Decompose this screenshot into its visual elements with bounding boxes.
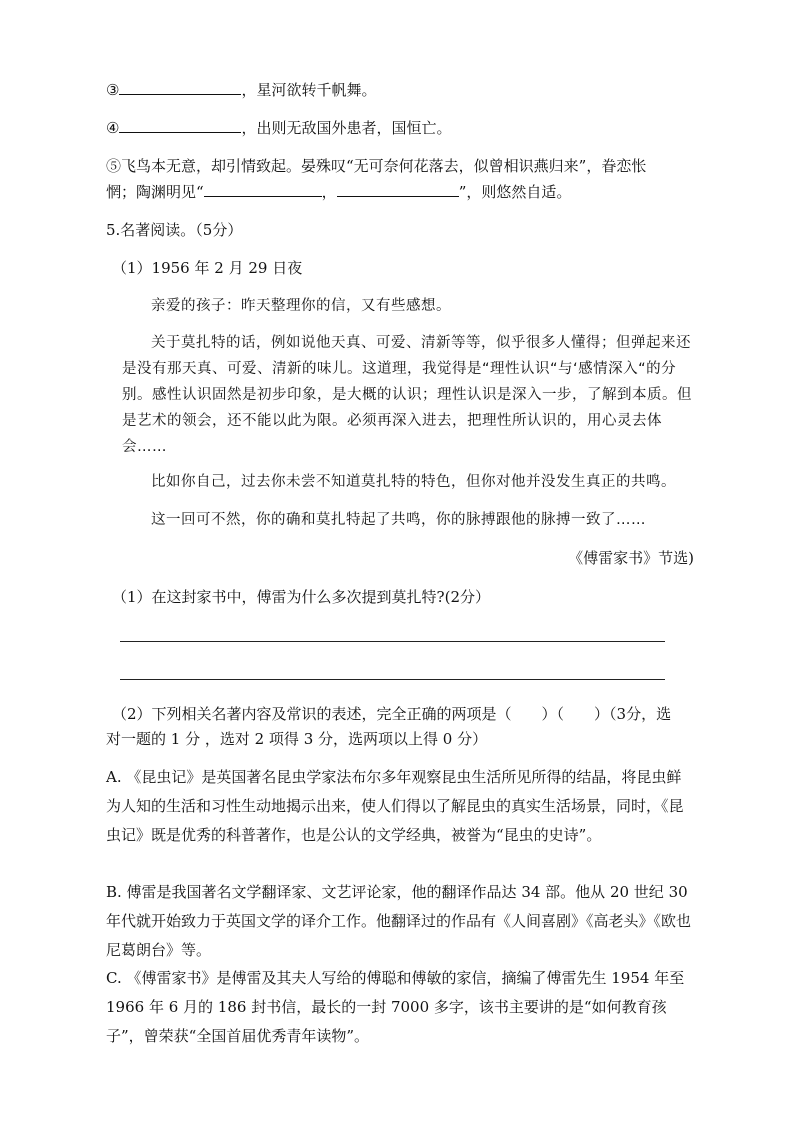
poem-item-3	[106, 80, 696, 100]
subquestion-2-line1: （2）下列相关名著内容及常识的表述，完全正确的两项是（ ）（ ）（3分，选	[112, 705, 672, 723]
poem-item-5-text-start: 惘；陶渊明见“	[106, 183, 204, 201]
fill-blank[interactable]	[119, 80, 241, 95]
option-b: B. 傅雷是我国著名文学翻译家、文艺评论家，他的翻译作品达 34 部。他从 20 世纪 30 年代就开始致力于英国文学的译介工作。他翻译过的作品有《人间喜剧》《高老头》《欧也尼葛朗台》等。	[106, 883, 692, 959]
poem-item-text: ，出则无敌国外患者，国恒亡。	[241, 119, 452, 137]
letter-paragraph-3: 这一回可不然，你的确和莫扎特起了共鸣，你的脉搏跟他的脉搏一致了……	[151, 512, 646, 528]
subquestion-1: （1）在这封家书中，傅雷为什么多次提到莫扎特?(2分）	[112, 588, 490, 606]
poem-item-number: ③	[106, 81, 120, 99]
option-c: C. 《傅雷家书》是傅雷及其夫人写给的傅聪和傅敏的家信，摘编了傅雷先生 1954 年至 1966 年 6 月的 186 封书信，最长的一封 7000 多字，该书主要讲的是“如何教育孩子”，曾荣获“全国首届优秀青年读物”。	[106, 969, 685, 1045]
letter-source: 《傅雷家书》节选)	[568, 549, 694, 567]
subquestion-2-line2: 对一题的 1 分 ，选对 2 项得 3 分，选两项以上得 0 分）	[106, 730, 488, 748]
answer-line[interactable]	[120, 679, 665, 680]
poem-item-5-line2	[106, 182, 696, 202]
poem-item-text: ，星河欲转千帆舞。	[241, 81, 377, 99]
answer-line[interactable]	[120, 641, 665, 642]
option-a: A. 《昆虫记》是英国著名昆虫学家法布尔多年观察昆虫生活所见所得的结晶，将昆虫鲜为人知的生活和习性生动地揭示出来，使人们得以了解昆虫的真实生活场景，同时，《昆虫记》既是优秀的科普著作，也是公认的文学经典，被誉为“昆虫的史诗”。	[106, 768, 684, 844]
letter-paragraph-2: 比如你自己，过去你未尝不知道莫扎特的特色，但你对他并没发生真正的共鸣。	[151, 474, 676, 490]
poem-item-5-line1: ⑤飞鸟本无意，却引情致起。晏殊叹“无可奈何花落去，似曾相识燕归来”，眷恋怅	[106, 157, 647, 175]
poem-item-5-text-end: ”，则悠然自适。	[458, 183, 572, 201]
poem-item-4	[106, 118, 696, 138]
fill-blank[interactable]	[337, 182, 459, 197]
poem-item-5-separator: ，	[321, 183, 337, 201]
question-5-heading: 5.名著阅读。（5分）	[106, 221, 243, 239]
fill-blank[interactable]	[204, 182, 322, 197]
letter-date: （1）1956 年 2 月 29 日夜	[112, 259, 303, 277]
poem-item-number: ④	[106, 119, 120, 137]
letter-paragraph-1: 关于莫扎特的话，例如说他天真、可爱、清新等等，似乎很多人懂得；但弹起来还是没有那天真、可爱、清新的味儿。这道理，我觉得是“理性认识“与‘感情深入“的分别。感性认识固然是初步印象，是大概的认识；理性认识是深入一步，了解到本质。但是艺术的领会，还不能以此为限。必须再深入进去，把理性所认识的，用心灵去体会……	[122, 335, 692, 455]
letter-greeting: 亲爱的孩子：昨天整理你的信，又有些感想。	[151, 298, 451, 314]
fill-blank[interactable]	[119, 118, 241, 133]
